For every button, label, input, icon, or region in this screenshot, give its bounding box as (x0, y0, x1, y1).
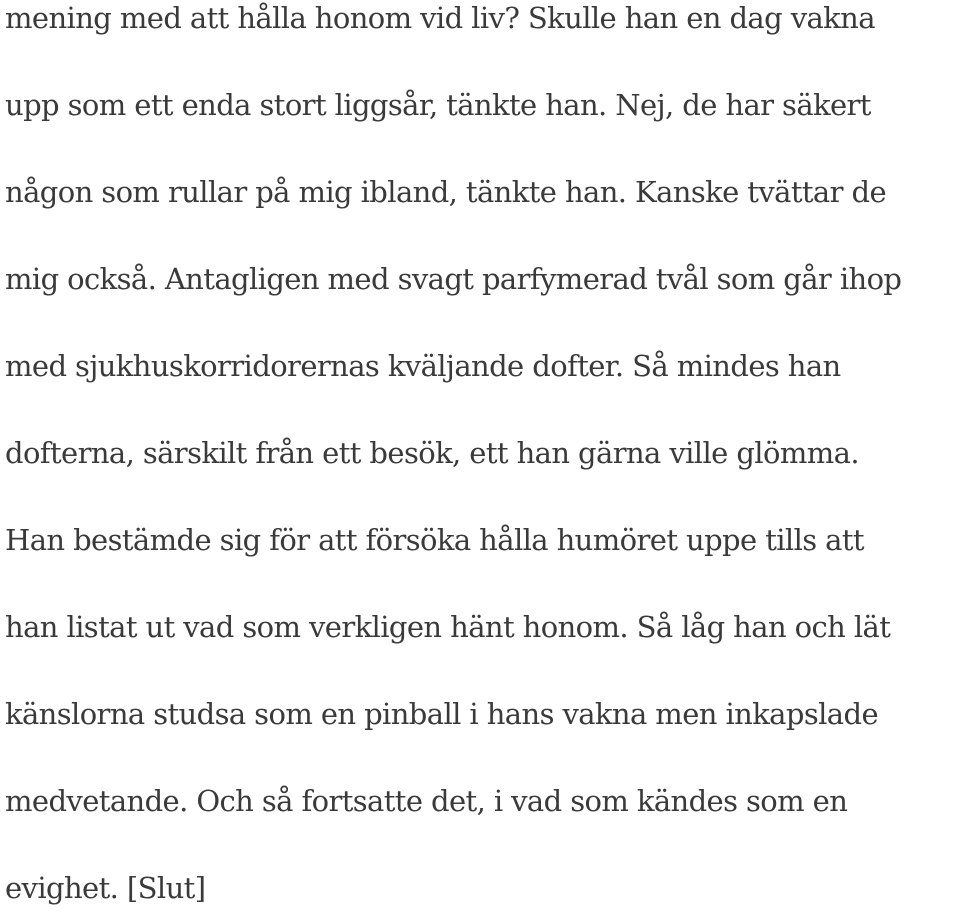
text-line-1: mening med att hålla honom vid liv? Skulle han en dag vakna (5, 1, 875, 35)
text-line-6: dofterna, särskilt från ett besök, ett han gärna ville glömma. (5, 436, 859, 470)
text-line-11: evighet. [Slut] (5, 871, 206, 905)
text-line-9: känslorna studsa som en pinball i hans vakna men inkapslade (5, 697, 879, 731)
text-line-5: med sjukhuskorridorernas kväljande dofter. Så mindes han (5, 349, 841, 383)
text-line-2: upp som ett enda stort liggsår, tänkte han. Nej, de har säkert (5, 88, 871, 122)
text-line-4: mig också. Antagligen med svagt parfymerad tvål som går ihop (5, 262, 902, 296)
text-line-3: någon som rullar på mig ibland, tänkte han. Kanske tvättar de (5, 175, 887, 209)
text-line-7: Han bestämde sig för att försöka hålla humöret uppe tills att (5, 523, 864, 557)
text-line-10: medvetande. Och så fortsatte det, i vad som kändes som en (5, 784, 848, 818)
text-line-8: han listat ut vad som verkligen hänt honom. Så låg han och lät (5, 610, 891, 644)
